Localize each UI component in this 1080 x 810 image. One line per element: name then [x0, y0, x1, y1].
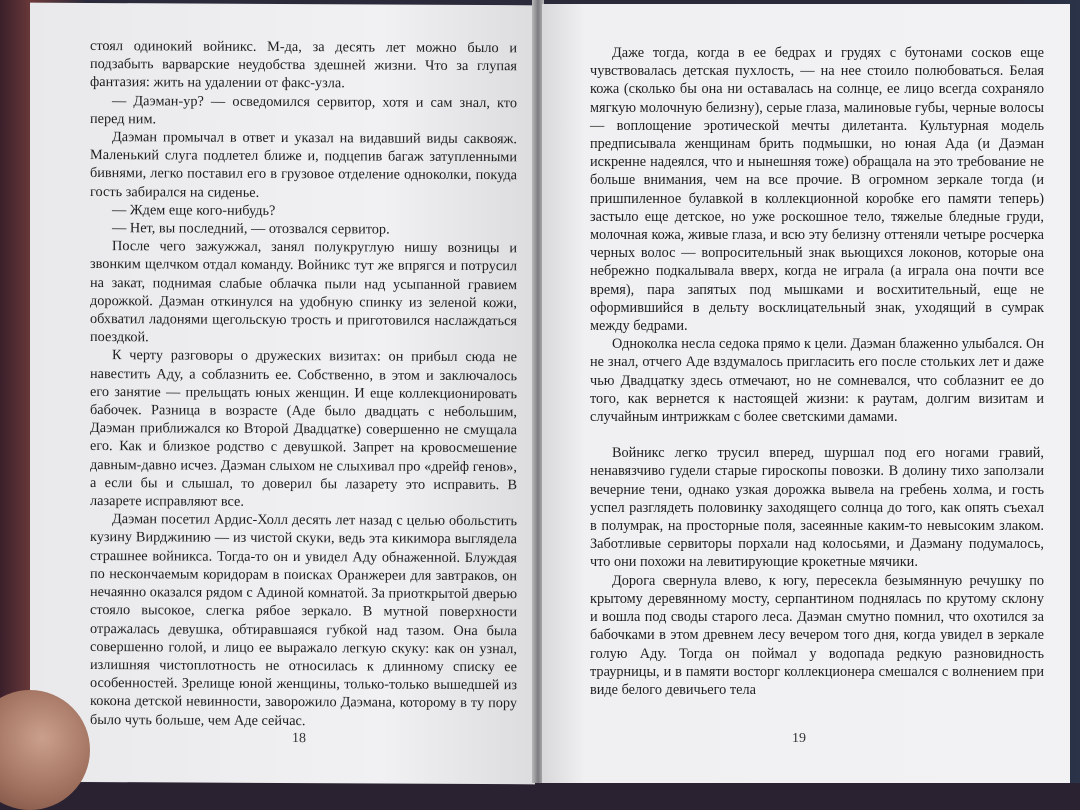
right-paragraph-4: Дорога свернула влево, к югу, пересекла безымянную речушку по крытому деревянному мосту, серпантином поднялась по крутому склону и вошла под своды старого леса. Даэман смутно помнил, что охотился за бабочками в этом древнем лесу вечером того дня, когда увидел в зеркале голую Аду. Тогда он поймал у водопада редкую разновидность траурницы, и в памяти восторг коллекционера смешался с волнением при виде белого девичьего тела	[590, 572, 1044, 698]
left-page	[30, 3, 535, 785]
left-paragraph-4: — Ждем еще кого-нибудь?	[112, 201, 276, 219]
left-paragraph-2: — Даэман-ур? — осведомился сервитор, хотя и сам знал, кто перед ним.	[90, 92, 517, 128]
right-paragraph-3: Войникс легко трусил вперед, шуршал под его ногами гравий, ненавязчиво гудели старые гироскопы повозки. В долину тихо заползали вечерние тени, однако узкая дорожка вывела на гребень холма, и гость успел разглядеть половинку заходящего солнца до того, как опять съехал в полумрак, на просторные поля, засеянные каким-то невысоким злаком. Заботливые сервиторы порхали над колосьями, и Даэману подумалось, что они похожи на левитирующие крокетные мячики.	[590, 445, 1044, 571]
left-paragraph-7: К черту разговоры о дружеских визитах: он прибыл сюда не навестить Аду, а соблазнить ее. Собственно, в этом и заключалось его занятие — прельщать юных женщин. И еще коллекционировать бабочек. Разница в возрасте (Аде было двадцать с небольшим, Даэман приближался ко Второй Двадцатке) совершенно не смущала его. Как и близкое родство с девушкой. Запрет на кровосмешение давным-давно исчез. Даэман слыхом не слыхивал про «дрейф генов», а если бы и слышал, то доверил бы лазарету это исправить. В лазарете исправляют все.	[90, 347, 517, 510]
left-paragraph-8: Даэман посетил Ардис-Холл десять лет назад с целью обольстить кузину Вирджинию — из чистой скуки, ведь эта кикимора выглядела страшнее войникса. Тогда-то он и увидел Аду обнаженной. Блуждая по нескончаемым коридорам в поисках Оранжереи для завтраков, он нечаянно оказался рядом с Адиной комнатой. За приоткрытой дверью стояло высокое, слегка рябое зеркало. В мутной поверхности отражалась девушка, обтиравшаяся губкой над тазом. Она была совершенно голой, и лицо ее выражало легкую скуку: как он узнал, излишняя чистоплотность не относилась к длинному списку ее особенностей. Зрелище юной женщины, только-только вышедшей из кокона детской невинности, заворожило Даэмана, которому в ту пору было чуть больше, чем Аде сейчас.	[90, 511, 517, 729]
left-paragraph-5: — Нет, вы последний, — отозвался сервитор.	[112, 220, 390, 238]
left-page-number: 18	[292, 731, 306, 747]
right-page-number: 19	[792, 731, 806, 746]
right-paragraph-1: Даже тогда, когда в ее бедрах и грудях с бутонами сосков еще чувствовалась детская пухлость, — на нее стоило полюбоваться. Белая кожа (сколько бы она ни оставалась на солнце, ее лицо всегда сохраняло мягкую молочную белизну), серые глаза, малиновые губы, черные волосы — воплощение эротической мечты дилетанта. Культурная модель предписывала женщинам брить подмышки, но юная Ада (и Даэман искренне надеялся, что и нынешняя тоже) обращала на это требование не больше внимания, чем на все прочие. В огромном зеркале тогда (и пришпиленное булавкой в коллекционной коробке его памяти теперь) застыло еще детское, но уже роскошное тело, тяжелые бледные груди, молочная кожа, живые глаза, и всю эту белизну оттеняли четыре росчерка черных волос — вопросительный знак вьющихся локонов, которые она небрежно подкалывала вверх, когда не играла (а играла она почти все время), пара запятых под мышками и восхитительный, еще не оформившийся в дельту восклицательный знак, уходящий в сумрак между бедрами.	[590, 45, 1044, 335]
left-paragraph-3: Даэман промычал в ответ и указал на видавший виды саквояж. Маленький слуга подлетел ближе и, подцепив багаж затупленными бивнями, легко поставил его в грузовое отделение одноколки, покуда гость забирался на сиденье.	[90, 129, 517, 201]
left-paragraph-1: стоял одинокий войникс. М-да, за десять лет можно было и подзабыть варварские неудобства здешней жизни. Что за глупая фантазия: жить на удалении от факс-узла.	[90, 37, 517, 92]
right-page	[542, 4, 1070, 783]
right-paragraph-2: Одноколка несла седока прямо к цели. Даэман блаженно улыбался. Он не знал, отчего Аде вздумалось пригласить его после стольких лет и даже чью Двадцатку здесь отмечают, но не сомневался, что соблазнит ее до того, как вернется к настоящей жизни: к раутам, долгим визитам и случайным интрижкам с более светскими дамами.	[590, 336, 1044, 426]
left-paragraph-6: После чего зажужжал, занял полукруглую нишу возницы и звонким щелчком отдал команду. Войникс тут же впрягся и потрусил на закат, поднимая слабые облачка пыли над усыпанной гравием дорожкой. Даэман откинулся на удобную спинку из зеленой кожи, обхватил ладонями щегольскую трость и приготовился наслаждаться поездкой.	[90, 238, 517, 346]
